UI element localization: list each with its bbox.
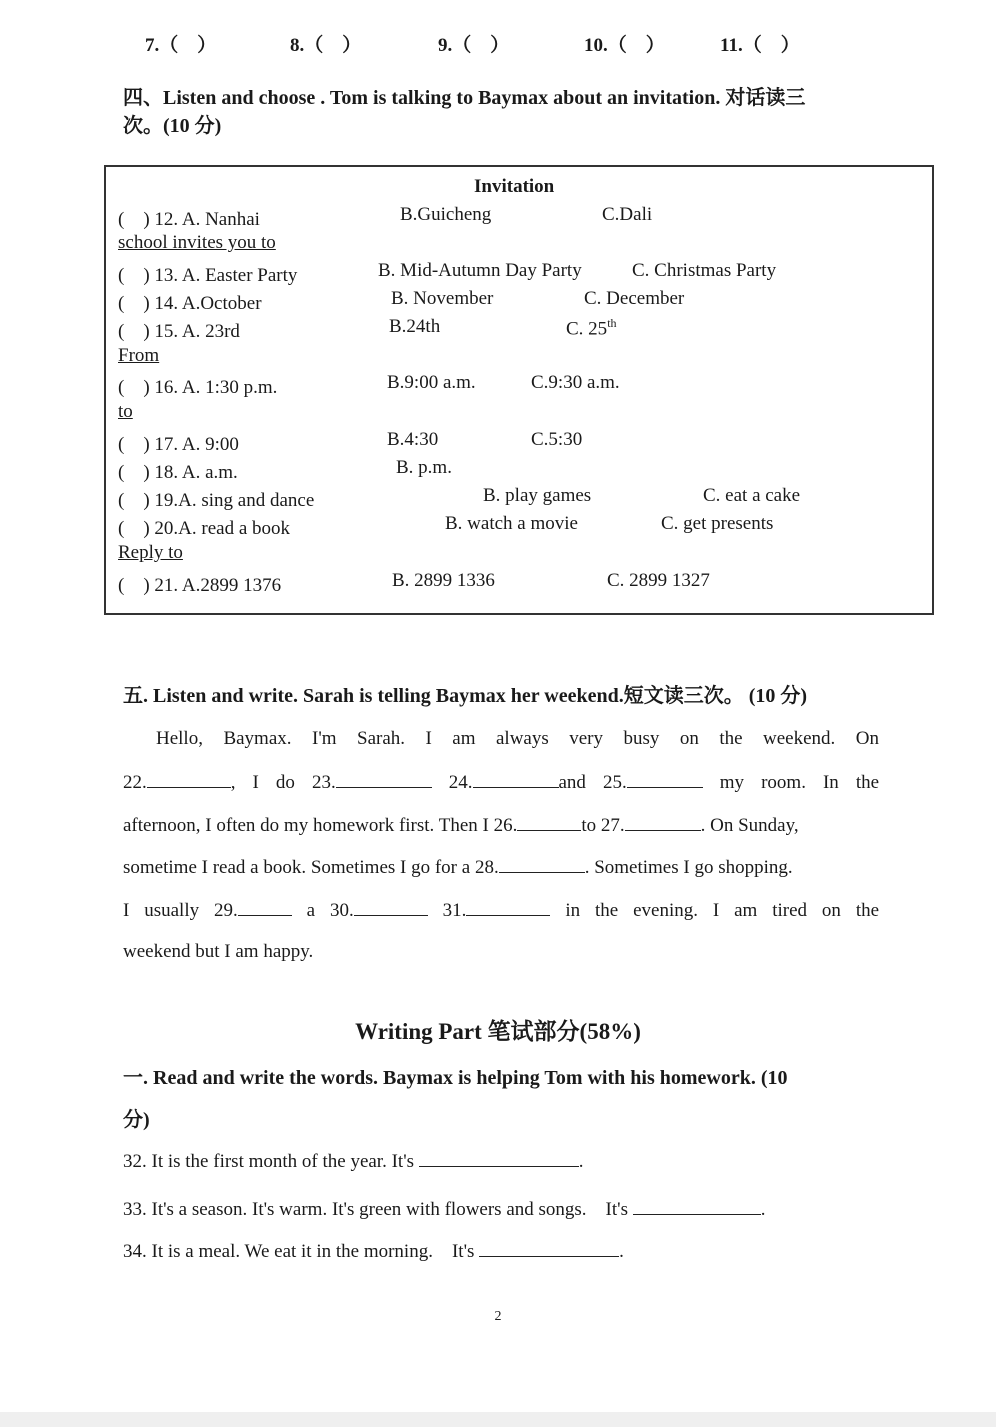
section5-title: 五. Listen and write. Sarah is telling Baymax her weekend.短文读三次。 (10 分) — [123, 685, 808, 707]
q19-option-b: B. play games — [483, 485, 592, 506]
answer-9: 9.（ ） — [438, 35, 510, 56]
q20-option-c: C. get presents — [661, 513, 774, 534]
passage-line-5 — [123, 899, 879, 922]
q17-option-c: C.5:30 — [531, 429, 583, 450]
blank-26[interactable] — [517, 814, 581, 831]
blank-22[interactable] — [147, 771, 231, 788]
passage-line-1: Hello, Baymax. I'm Sarah. I am always very busy on the weekend. On — [156, 728, 879, 749]
q15-option-a: ( ) 15. A. 23rd — [118, 321, 240, 342]
blank-24-after: and — [558, 772, 586, 793]
question-32-period: . — [578, 1151, 584, 1172]
blank-31-after: in the evening. I am tired on the — [565, 900, 880, 921]
blank-30-number: 30. — [330, 900, 354, 921]
passage-line-6: weekend but I am happy. — [123, 941, 314, 962]
blank-31[interactable] — [466, 899, 550, 916]
q18-option-b: B. p.m. — [396, 457, 452, 478]
blank-25[interactable] — [627, 771, 703, 788]
q18-option-a: ( ) 18. A. a.m. — [118, 462, 238, 483]
blank-23-number: 23. — [311, 772, 336, 793]
answer-32-blank[interactable] — [419, 1150, 579, 1167]
blank-27[interactable] — [625, 814, 701, 831]
section4-title-line2: 次。(10 分) — [123, 115, 222, 137]
passage-line-4 — [123, 856, 879, 879]
writing-section1-title-line2: 分) — [123, 1109, 150, 1131]
answer-33-blank[interactable] — [633, 1198, 761, 1215]
q14-option-a: ( ) 14. A.October — [118, 293, 262, 314]
question-32-text: 32. It is the first month of the year. It's — [123, 1151, 415, 1172]
passage-line-5-text: I usually — [123, 900, 200, 921]
q12-option-a: ( ) 12. A. Nanhai — [118, 209, 260, 230]
blank-22-after: , I do — [230, 772, 295, 793]
section4-title-line1: 四、Listen and choose . Tom is talking to Baymax about an invitation. 对话读三 — [123, 87, 806, 109]
q21-option-c: C. 2899 1327 — [607, 570, 710, 591]
blank-23[interactable] — [336, 771, 432, 788]
q16-option-b: B.9:00 a.m. — [387, 372, 476, 393]
blank-28-number: 28. — [474, 857, 499, 878]
q13-option-a: ( ) 13. A. Easter Party — [118, 265, 298, 286]
q20-option-a: ( ) 20.A. read a book — [118, 518, 291, 539]
blank-27-after: . On Sunday, — [700, 815, 799, 836]
q15-option-b: B.24th — [389, 316, 441, 337]
school-invites-label: school invites you to — [118, 232, 276, 253]
from-label: From — [118, 345, 160, 366]
to-label: to — [118, 401, 133, 422]
q16-option-a: ( ) 16. A. 1:30 p.m. — [118, 377, 278, 398]
blank-24[interactable] — [473, 771, 559, 788]
q15-option-c-sup: th — [607, 316, 617, 330]
q14-option-b: B. November — [391, 288, 494, 309]
passage-line-3-text: afternoon, I often do my homework first. Then I — [123, 815, 489, 836]
question-32 — [123, 1150, 584, 1173]
blank-28-after: . Sometimes I go shopping. — [584, 857, 793, 878]
q15-option-c-text: C. 25 — [566, 318, 608, 340]
page-number: 2 — [494, 1309, 502, 1324]
passage-line-2 — [123, 771, 879, 794]
q13-option-b: B. Mid-Autumn Day Party — [378, 260, 582, 281]
question-33 — [123, 1194, 765, 1221]
q17-option-b: B.4:30 — [387, 429, 439, 450]
reply-to-label: Reply to — [118, 542, 183, 563]
blank-31-number: 31. — [442, 900, 467, 921]
answer-7: 7.（ ） — [145, 35, 217, 56]
question-34-period: . — [619, 1241, 624, 1262]
question-33-text: 33. It's a season. It's warm. It's green with flowers and songs. It's — [123, 1199, 628, 1220]
blank-29[interactable] — [238, 899, 292, 916]
invitation-box — [104, 165, 934, 615]
question-33-period: . — [760, 1199, 766, 1220]
passage-line-4-text: sometime I read a book. Sometimes I go for a — [123, 857, 471, 878]
writing-part-heading: Writing Part 笔试部分(58%) — [355, 1019, 641, 1044]
q15-option-c — [566, 316, 617, 340]
q17-option-a: ( ) 17. A. 9:00 — [118, 434, 239, 455]
q12-option-c: C.Dali — [602, 204, 653, 225]
writing-section1-title-line1: 一. Read and write the words. Baymax is helping Tom with his homework. (10 — [123, 1067, 788, 1089]
blank-24-number: 24. — [448, 772, 473, 793]
q13-option-c: C. Christmas Party — [632, 260, 777, 281]
blank-29-after: a — [306, 900, 316, 921]
blank-26-number: 26. — [493, 815, 518, 836]
q21-option-b: B. 2899 1336 — [392, 570, 495, 591]
blank-29-number: 29. — [214, 900, 238, 921]
blank-28[interactable] — [499, 856, 585, 873]
blank-27-number: 27. — [600, 815, 625, 836]
blank-25-number: 25. — [602, 772, 627, 793]
passage-line-3 — [123, 814, 879, 837]
q14-option-c: C. December — [584, 288, 685, 309]
blank-22-number: 22. — [123, 772, 147, 793]
answer-34-blank[interactable] — [479, 1240, 619, 1257]
invitation-title: Invitation — [474, 176, 555, 197]
blank-30[interactable] — [354, 899, 428, 916]
answer-10: 10.（ ） — [584, 35, 665, 56]
question-34-text: 34. It is a meal. We eat it in the morning. It's — [123, 1241, 475, 1262]
blank-25-after: my room. In the — [719, 772, 880, 793]
q19-option-c: C. eat a cake — [703, 485, 801, 506]
blank-26-after: to — [581, 815, 597, 836]
question-34 — [123, 1236, 624, 1263]
answer-11: 11.（ ） — [720, 35, 800, 56]
q21-option-a: ( ) 21. A.2899 1376 — [118, 575, 282, 596]
answer-8: 8.（ ） — [290, 35, 362, 56]
q16-option-c: C.9:30 a.m. — [531, 372, 620, 393]
q19-option-a: ( ) 19.A. sing and dance — [118, 490, 315, 511]
q12-option-b: B.Guicheng — [400, 204, 492, 225]
page-bottom-edge — [0, 1412, 996, 1427]
q20-option-b: B. watch a movie — [445, 513, 578, 534]
